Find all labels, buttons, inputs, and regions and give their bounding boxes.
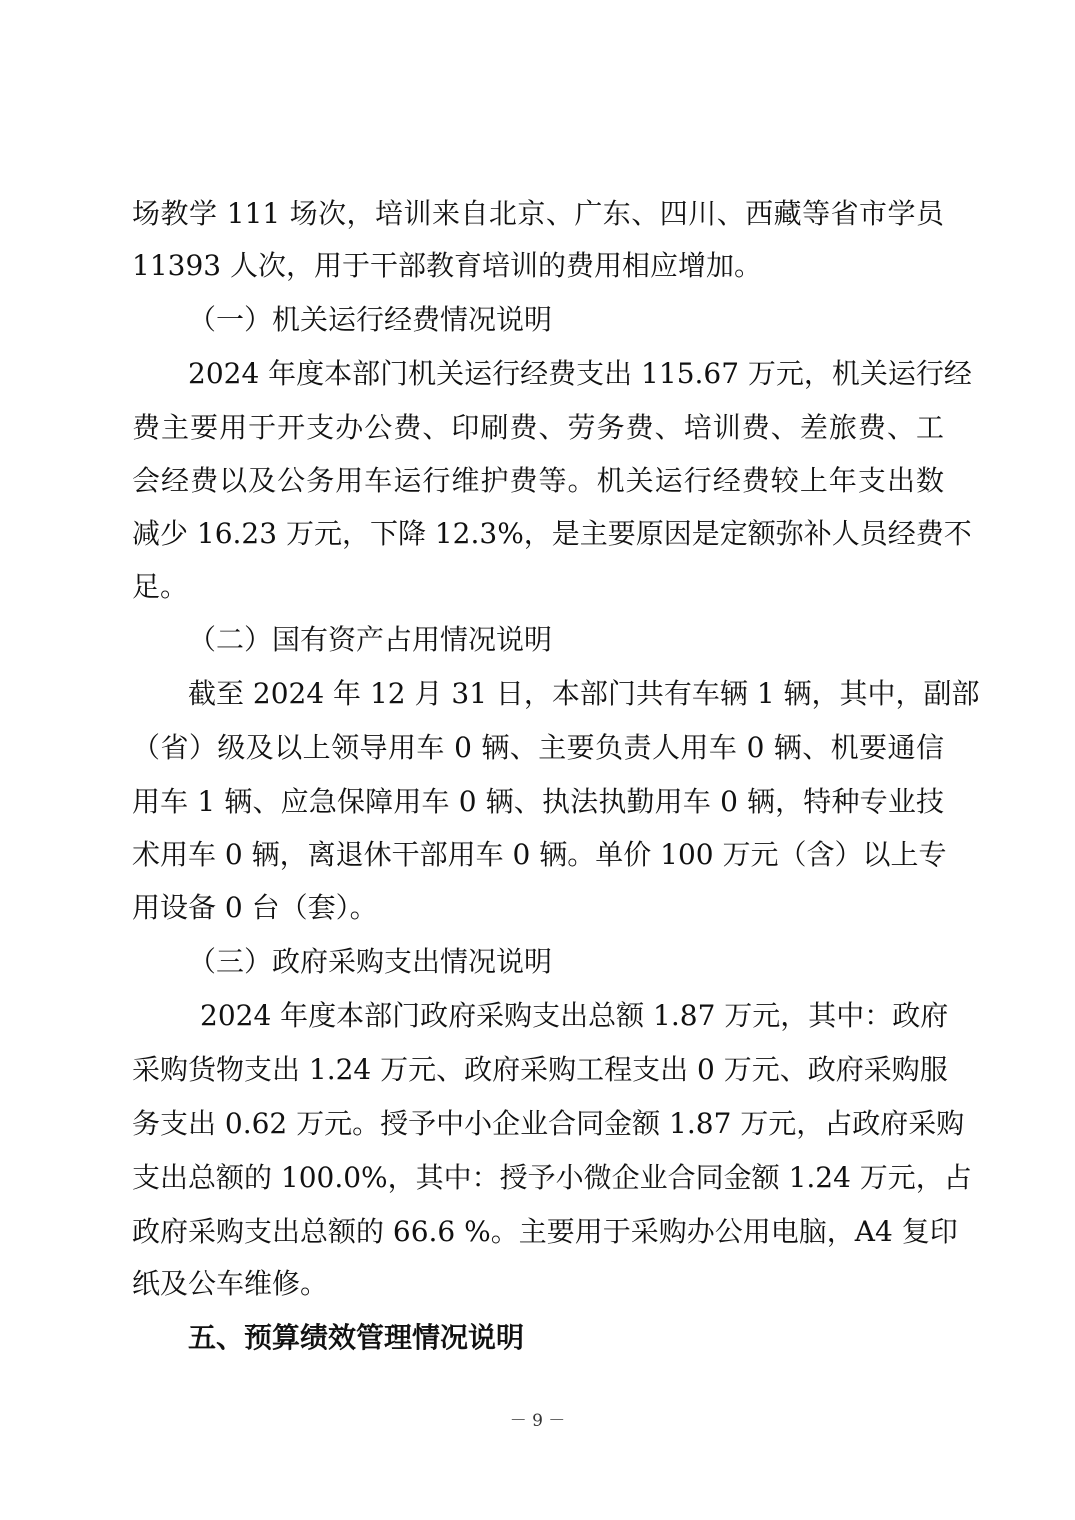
- paragraph-line: 2024 年度本部门政府采购支出总额 1.87 万元，其中：政府: [200, 999, 949, 1032]
- section-heading-3: （三）政府采购支出情况说明: [188, 945, 553, 978]
- paragraph-line: 场教学 111 场次，培训来自北京、广东、四川、西藏等省市学员: [132, 197, 944, 230]
- paragraph-line: 术用车 0 辆，离退休干部用车 0 辆。单价 100 万元（含）以上专: [132, 838, 947, 871]
- paragraph-line: 采购货物支出 1.24 万元、政府采购工程支出 0 万元、政府采购服: [132, 1053, 948, 1086]
- paragraph-line: 2024 年度本部门机关运行经费支出 115.67 万元，机关运行经: [188, 357, 972, 390]
- paragraph-line: 政府采购支出总额的 66.6 %。主要用于采购办公用电脑，A4 复印: [132, 1215, 958, 1248]
- section-heading-2: （二）国有资产占用情况说明: [188, 623, 553, 656]
- paragraph-line: 务支出 0.62 万元。授予中小企业合同金额 1.87 万元，占政府采购: [132, 1107, 965, 1140]
- paragraph-line: 费主要用于开支办公费、印刷费、劳务费、培训费、差旅费、工: [132, 411, 944, 444]
- paragraph-line: 减少 16.23 万元，下降 12.3%，是主要原因是定额弥补人员经费不: [132, 517, 972, 550]
- paragraph-line: 11393 人次，用于干部教育培训的费用相应增加。: [132, 249, 762, 282]
- paragraph-line: 足。: [132, 570, 189, 603]
- chapter-heading: 五、预算绩效管理情况说明: [188, 1321, 525, 1354]
- section-heading-1: （一）机关运行经费情况说明: [188, 303, 553, 336]
- page-number: － 9 －: [509, 1411, 566, 1431]
- paragraph-line: 用设备 0 台（套）。: [132, 891, 378, 924]
- paragraph-line: 纸及公车维修。: [132, 1267, 329, 1300]
- paragraph-line: （省）级及以上领导用车 0 辆、主要负责人用车 0 辆、机要通信: [132, 731, 944, 764]
- paragraph-line: 支出总额的 100.0%，其中：授予小微企业合同金额 1.24 万元，占: [132, 1161, 972, 1194]
- paragraph-line: 用车 1 辆、应急保障用车 0 辆、执法执勤用车 0 辆，特种专业技: [132, 785, 944, 818]
- paragraph-line: 截至 2024 年 12 月 31 日，本部门共有车辆 1 辆，其中，副部: [188, 677, 980, 710]
- paragraph-line: 会经费以及公务用车运行维护费等。机关运行经费较上年支出数: [132, 464, 944, 497]
